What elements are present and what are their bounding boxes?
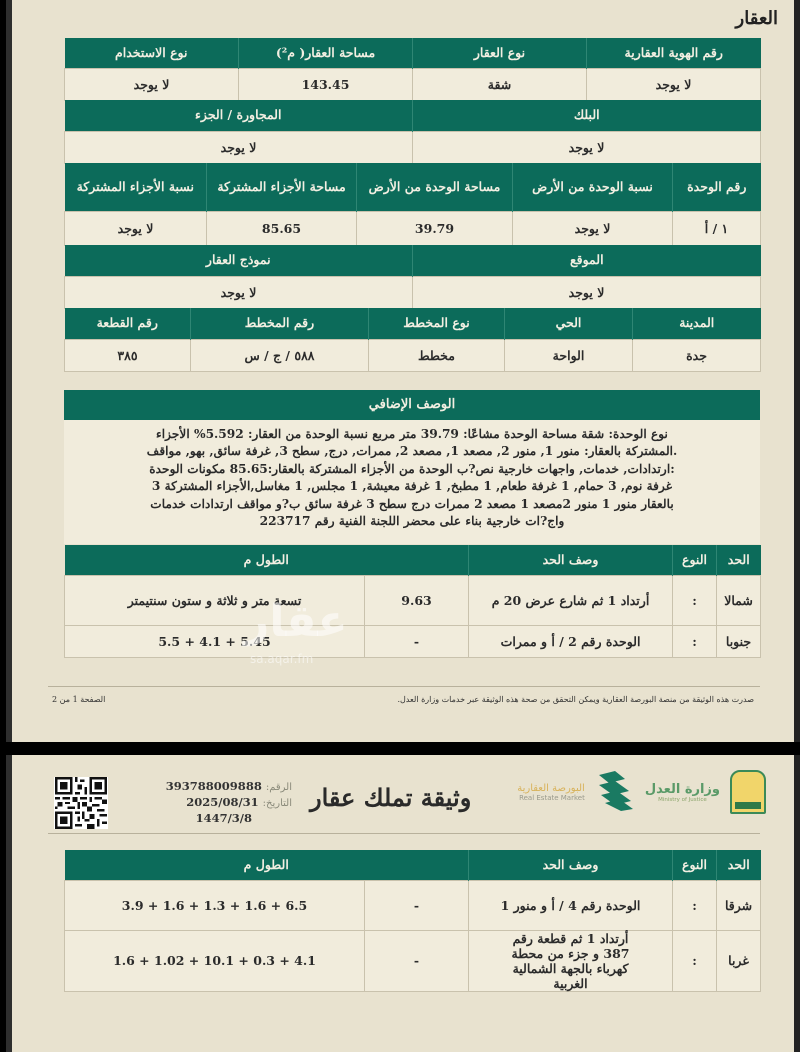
- document-title: وثيقة تملك عقار: [310, 783, 472, 812]
- header-property-type: نوع العقار: [413, 38, 587, 68]
- boundary-length-text: 5.5 + 4.1 + 5.45: [65, 625, 365, 657]
- document-page-1: [6, 0, 794, 742]
- header-property-area: مساحة العقار( م²): [239, 38, 413, 68]
- property-info-table: [64, 38, 761, 101]
- value-neighborhood-part: لا يوجد: [65, 131, 413, 163]
- boundary-length-number: -: [365, 880, 469, 930]
- boundary-length-text: 1.6 + 1.02 + 10.1 + 0.3 + 4.1: [65, 930, 365, 991]
- value-district: الواحة: [505, 339, 633, 371]
- header-city: المدينة: [633, 308, 761, 339]
- header-plan-number: رقم المخطط: [191, 308, 369, 339]
- boundary-length-number: -: [365, 625, 469, 657]
- value-plan-number: ٥٨٨ / ج / س: [191, 339, 369, 371]
- date-label: التاريخ:: [262, 798, 292, 809]
- boundary-direction: شرقا: [717, 880, 761, 930]
- header-unit-number: رقم الوحدة: [673, 163, 761, 211]
- header-logos: [517, 767, 766, 817]
- value-unit-number: ١ / أ: [673, 211, 761, 245]
- footer-divider: [48, 686, 760, 687]
- boundaries-table-2: [64, 850, 761, 992]
- boundary-length-text: تسعة متر و ثلاثة و ستون سنتيمتر: [65, 575, 365, 625]
- qr-code-icon: [54, 777, 108, 829]
- value-block: لا يوجد: [413, 131, 761, 163]
- block-table: [64, 100, 761, 164]
- boundary-row-north: [65, 575, 761, 625]
- value-property-id: لا يوجد: [587, 68, 761, 100]
- number-label: الرقم:: [265, 782, 292, 793]
- page-indicator: الصفحة 1 من 2: [52, 695, 106, 704]
- value-city: جدة: [633, 339, 761, 371]
- document-meta: [162, 779, 292, 825]
- header-boundary-length: الطول م: [65, 850, 469, 880]
- bourse-name-en: Real Estate Market: [519, 793, 585, 802]
- date-gregorian: 2025/08/31: [186, 795, 259, 809]
- boundary-direction: جنوبا: [717, 625, 761, 657]
- boundary-length-number: 9.63: [365, 575, 469, 625]
- description-line: .المشتركة بالعقار: منور 1, منور 2, مصعد 1, مصعد 2, ممرات, درج, سطح 3, غرفة سائق, بهو, مواقف: [146, 444, 678, 459]
- header-location: الموقع: [413, 245, 761, 276]
- boundary-description: الوحدة رقم 2 / أ و ممرات: [469, 625, 673, 657]
- aqar-watermark: عقار: [244, 596, 348, 647]
- header-boundary: الحد: [717, 850, 761, 880]
- aqar-watermark-url: sa.aqar.fm: [250, 652, 314, 666]
- header-neighborhood-part: المجاورة / الجزء: [65, 100, 413, 131]
- header-district: الحي: [505, 308, 633, 339]
- header-boundary-description: وصف الحد: [469, 850, 673, 880]
- description-line: :ارتدادات, خدمات, واجهات خارجية نص?ب الوحدة من الأجزاء المشتركة بالعقار:85.65 مكونات الوحدة: [149, 461, 675, 476]
- boundary-description: أرتداد 1 ثم قطعة رقم 387 و جزء من محطة كهرباء بالجهة الشمالية الغربية: [469, 930, 673, 991]
- boundary-description: أرتداد 1 ثم شارع عرض 20 م: [469, 575, 673, 625]
- value-plan-type: مخطط: [369, 339, 505, 371]
- description-line: واج?ات خارجية بناء على محضر اللجنة الفنية رقم 223717: [259, 514, 565, 529]
- description-line: نوع الوحدة: شقة مساحة الوحدة مشاعًا: 39.79 متر مربع نسبة الوحدة من العقار: 5.592% الأجزاء: [156, 427, 668, 441]
- header-plan-type: نوع المخطط: [369, 308, 505, 339]
- value-location: لا يوجد: [413, 276, 761, 308]
- value-property-area: 143.45: [239, 68, 413, 100]
- boundary-length-number: -: [365, 930, 469, 991]
- boundary-direction: شمالا: [717, 575, 761, 625]
- boundary-type: :: [673, 575, 717, 625]
- document-number: 393788009888: [165, 779, 262, 793]
- plan-table: [64, 308, 761, 372]
- boundaries-table-1: [64, 545, 761, 658]
- value-unit-land-area: 39.79: [357, 211, 513, 245]
- description-line: بالعقار منور 1 منور 2مصعد 1 مصعد 2 ممرات درج سطح 3 غرفة سائق ب?و مواقف ارتدادات خدمات: [150, 496, 674, 511]
- description-line: غرفة نوم, 3 حمام, 1 غرفة طعام, 1 مطبخ, 1 غرفة معيشة, 1 مجلس, 1 مغاسل,الأجزاء المشتركة 3: [151, 479, 673, 494]
- additional-description-title: الوصف الإضافي: [64, 390, 760, 420]
- header-boundary: الحد: [717, 545, 761, 575]
- header-boundary-type: النوع: [673, 545, 717, 575]
- header-block: البلك: [413, 100, 761, 131]
- boundary-length-text: 3.9 + 1.6 + 1.3 + 1.6 + 6.5: [65, 880, 365, 930]
- boundary-row-west: [65, 930, 761, 991]
- additional-description-body: [64, 420, 760, 544]
- ministry-of-justice-logo-text: [645, 782, 720, 803]
- header-divider: [48, 833, 760, 834]
- boundary-description: الوحدة رقم 4 / أ و منور 1: [469, 880, 673, 930]
- ministry-emblem-icon: [730, 770, 766, 814]
- header-property-id: رقم الهوية العقارية: [587, 38, 761, 68]
- unit-table: [64, 163, 761, 246]
- header-unit-land-ratio: نسبة الوحدة من الأرض: [513, 163, 673, 211]
- moj-name-en: Ministry of Justice: [658, 796, 707, 803]
- header-boundary-type: النوع: [673, 850, 717, 880]
- document-page-2: [6, 755, 794, 1052]
- footer-notice: صدرت هذه الوثيقة من منصة البورصة العقارية ويمكن التحقق من صحة هذه الوثيقة عبر خدمات وزارة العدل.: [397, 695, 754, 704]
- header-boundary-length: الطول م: [65, 545, 469, 575]
- header-usage-type: نوع الاستخدام: [65, 38, 239, 68]
- real-estate-market-logo-icon: [595, 769, 635, 815]
- value-property-model: لا يوجد: [65, 276, 413, 308]
- value-shared-area: 85.65: [207, 211, 357, 245]
- boundary-row-east: [65, 880, 761, 930]
- boundary-type: :: [673, 625, 717, 657]
- real-estate-market-logo-text: [517, 783, 585, 802]
- page-edge: [794, 0, 800, 742]
- value-usage-type: لا يوجد: [65, 68, 239, 100]
- location-table: [64, 245, 761, 309]
- section-title: العقار: [735, 8, 778, 29]
- page-edge: [794, 755, 800, 1052]
- value-unit-land-ratio: لا يوجد: [513, 211, 673, 245]
- boundary-row-south: [65, 625, 761, 657]
- header-property-model: نموذج العقار: [65, 245, 413, 276]
- header-shared-ratio: نسبة الأجزاء المشتركة: [65, 163, 207, 211]
- bourse-name-ar: البورصة العقارية: [517, 782, 585, 794]
- value-property-type: شقة: [413, 68, 587, 100]
- header-unit-land-area: مساحة الوحدة من الأرض: [357, 163, 513, 211]
- boundary-type: :: [673, 880, 717, 930]
- boundary-direction: غربا: [717, 930, 761, 991]
- moj-name-ar: وزارة العدل: [644, 781, 720, 797]
- value-plot-number: ٣٨٥: [65, 339, 191, 371]
- header-shared-area: مساحة الأجزاء المشتركة: [207, 163, 357, 211]
- date-hijri: 1447/3/8: [195, 811, 252, 825]
- header-plot-number: رقم القطعة: [65, 308, 191, 339]
- header-boundary-description: وصف الحد: [469, 545, 673, 575]
- boundary-type: :: [673, 930, 717, 991]
- value-shared-ratio: لا يوجد: [65, 211, 207, 245]
